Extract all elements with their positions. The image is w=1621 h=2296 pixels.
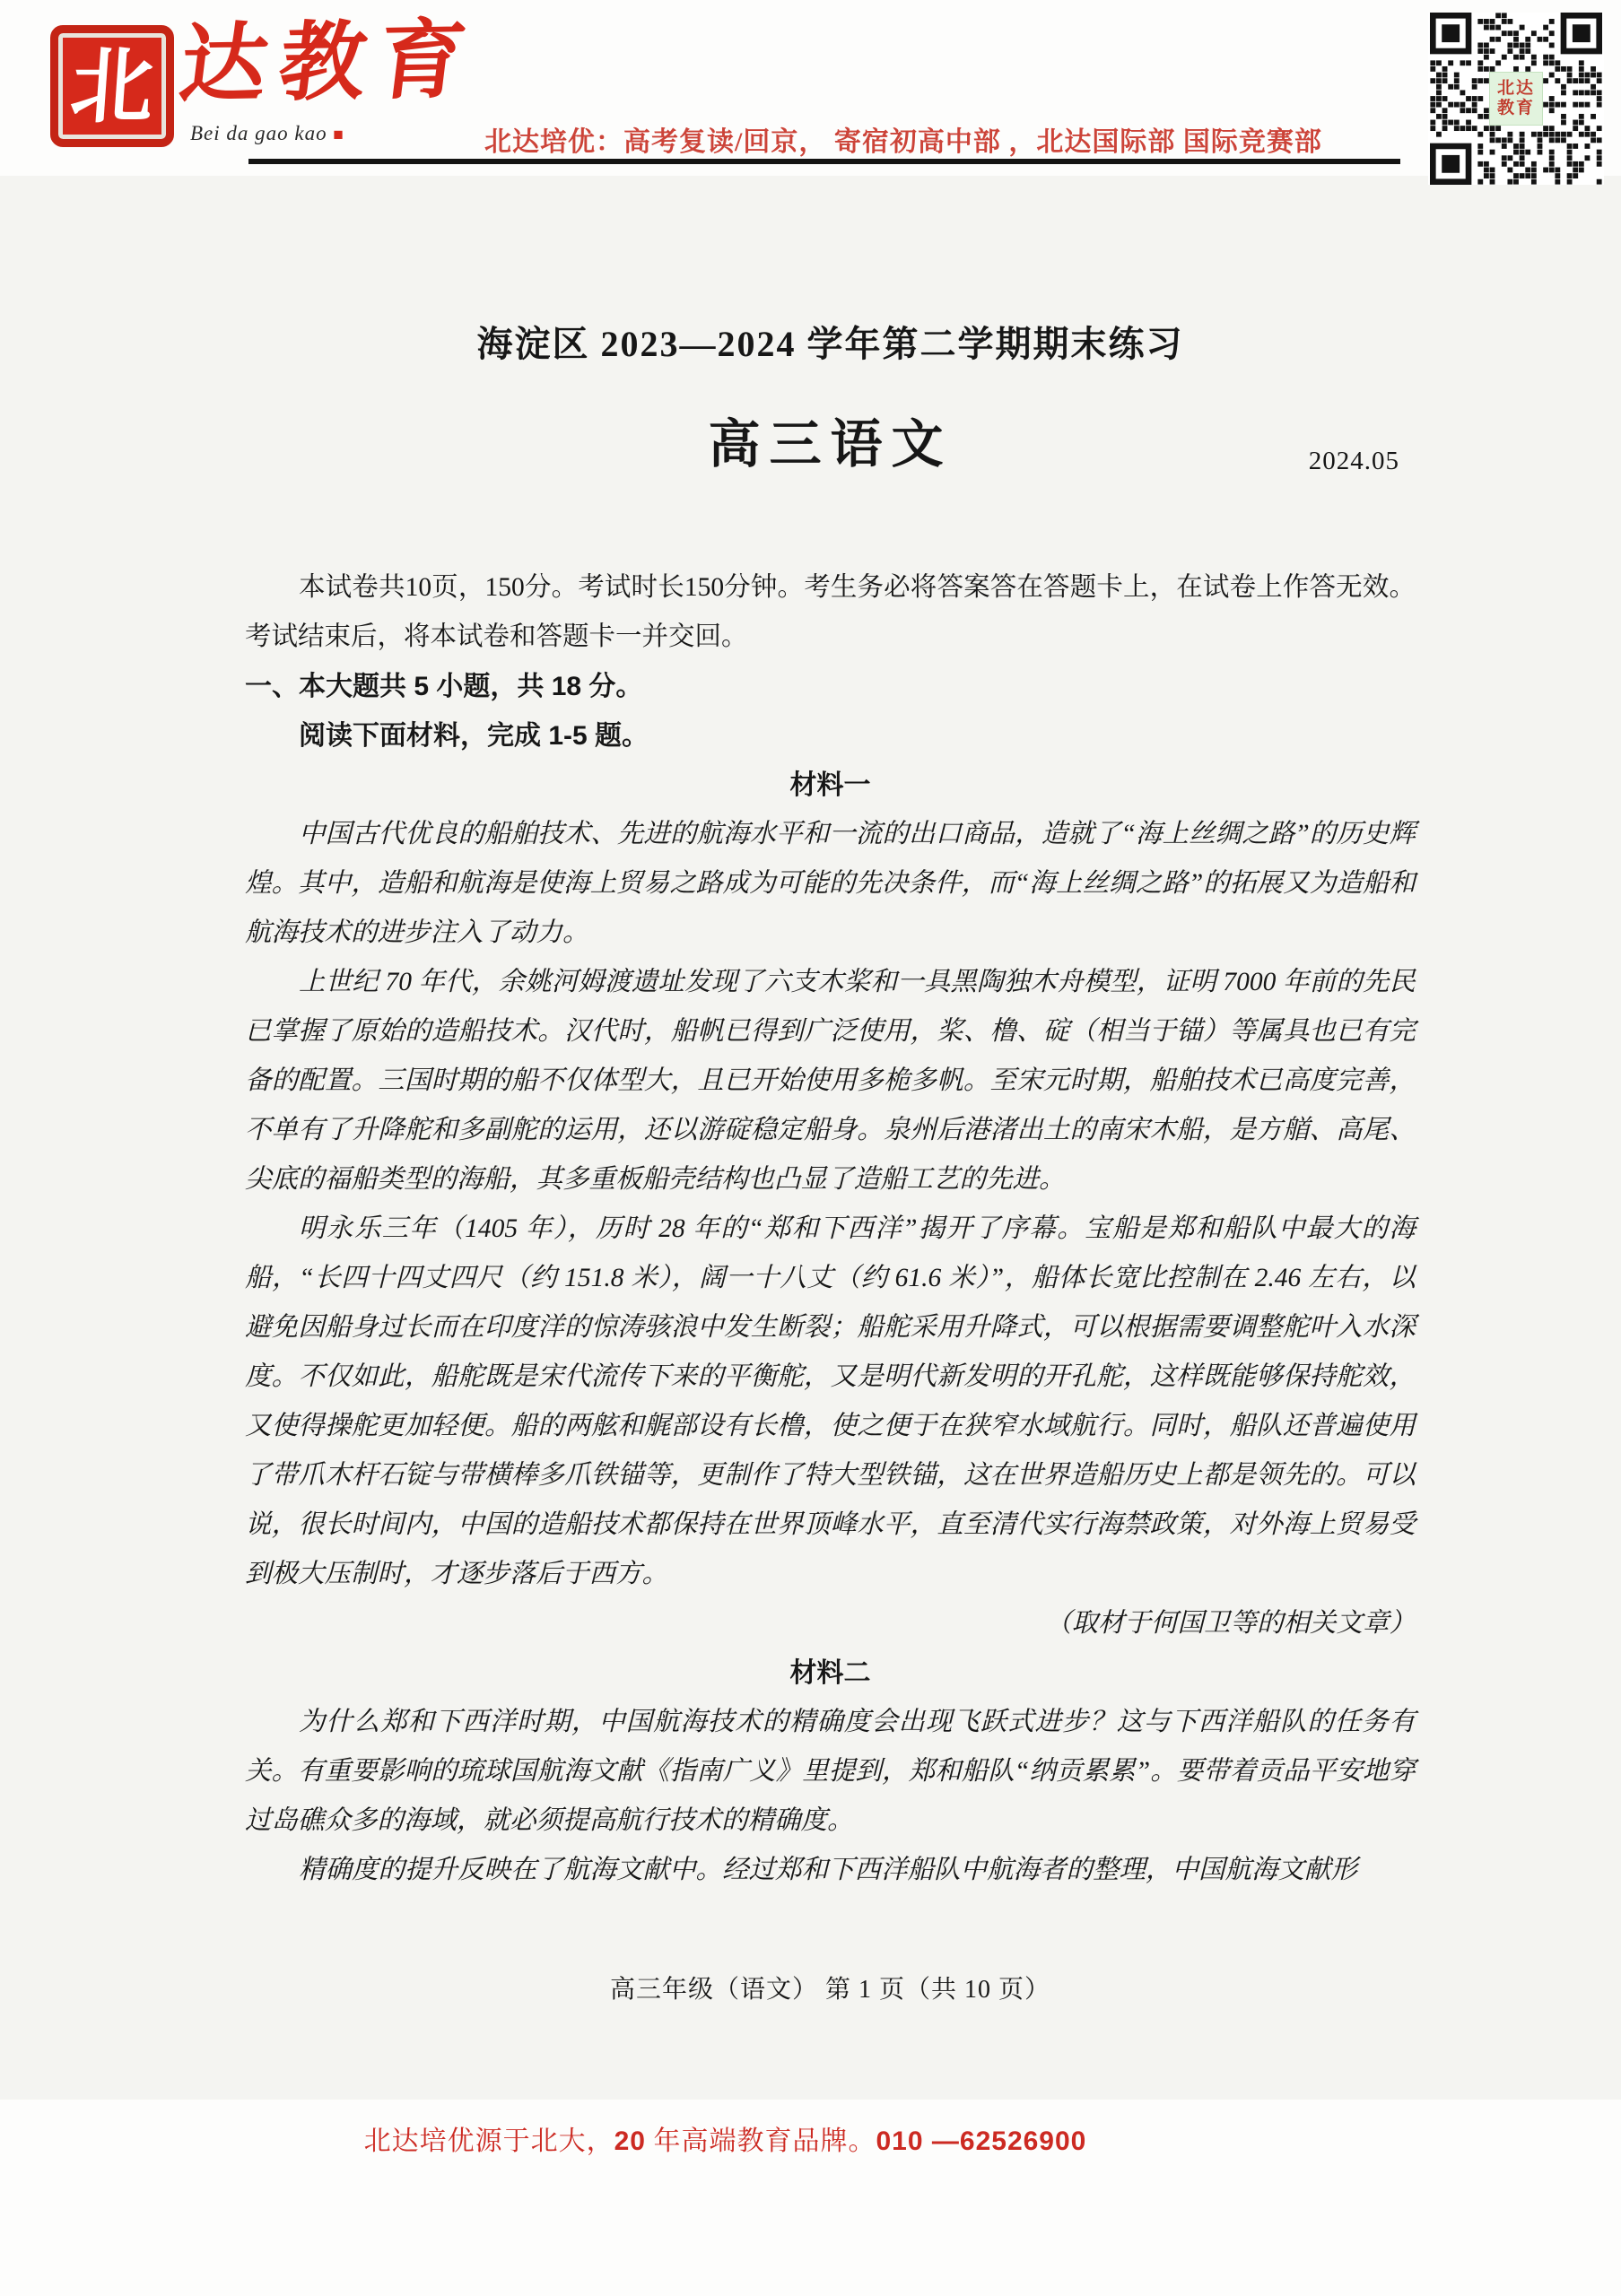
qr-center-label (1489, 72, 1543, 126)
material-one-paragraph-1: 中国古代优良的船舶技术、先进的航海水平和一流的出口商品，造就了“海上丝绸之路”的历史辉煌。其中，造船和航海是使海上贸易之路成为可能的先决条件，而“海上丝绸之路”的拓展又为造船和航海技术的进步注入了动力。 (245, 820, 1416, 947)
promo-text-2: 年高端教育品牌。 (646, 2126, 876, 2156)
material-two-paragraph-1: 为什么郑和下西洋时期，中国航海技术的精确度会出现飞跃式进步？这与下西洋船队的任务有关。有重要影响的琉球国航海文献《指南广义》里提到，郑和船队“纳贡累累”。要带着贡品平安地穿过岛礁众多的海域，就必须提高航行技术的精确度。 (245, 1708, 1416, 1835)
material-one-heading: 材料一 (789, 770, 871, 800)
exam-title: 海淀区 2023—2024 学年第二学期期末练习 (476, 324, 1184, 364)
seal-character: 北 (67, 38, 157, 135)
material-one-paragraph-3: 明永乐三年（1405 年），历时 28 年的“郑和下西洋”揭开了序幕。宝船是郑和船队中最大的海船，“长四十四丈四尺（约 151.8 米），阔一十八丈（约 61.6 米）”，船体长宽比控制在 2.46 左右，以避免因船身过长而在印度洋的惊涛骇浪中发生断裂；船舵采用升降式，可以根据需要调整舵叶入水深度。不仅如此，船舵既是宋代流传下来的平衡舵，又是明代新发明的开孔舵，这样既能够保持舵效，又使得操舵更加轻便。船的两舷和艉部设有长橹，使之便于在狭窄水域航行。同时，船队还普遍使用了带爪木杆石锭与带横棒多爪铁锚等，更制作了特大型铁锚，这在世界造船历史上都是领先的。可以说，很长时间内，中国的造船技术都保持在世界顶峰水平，直至清代实行海禁政策，对外海上贸易受到极大压制时，才逐步落后于西方。 (245, 1214, 1416, 1588)
subject-row (245, 402, 1416, 491)
brand-calligraphy: 达教育 (174, 8, 484, 116)
header-slogan: 北达培优：高考复读/回京， 寄宿初高中部 ，北达国际部 国际竞赛部 (484, 127, 1322, 157)
promo-text: 北达培优源于北大， (363, 2126, 614, 2156)
exam-instructions: 本试卷共10页，150分。考试时长150分钟。考生务必将答案答在答题卡上，在试卷上作答无效。考试结束后，将本试卷和答题卡一并交回。 (245, 573, 1416, 651)
page-number-label: 高三年级（语文） 第 1 页（共 10 页） (609, 1976, 1050, 2004)
promo-years: 20 (614, 2126, 646, 2156)
beida-seal-logo (50, 25, 174, 147)
promo-phone: 010 —62526900 (876, 2126, 1087, 2156)
material-one-attribution: （取材于何国卫等的相关文章） (1044, 1609, 1416, 1638)
promo-footer (0, 2118, 1536, 2158)
material-two-paragraph-2: 精确度的提升反映在了航海文献中。经过郑和下西洋船队中航海者的整理，中国航海文献形 (299, 1856, 1358, 1884)
exam-subject: 高三语文 (708, 415, 953, 474)
brand-subtitle-text: Bei da gao kao (190, 122, 327, 144)
material-one-paragraph-2: 上世纪 70 年代，余姚河姆渡遗址发现了六支木桨和一具黑陶独木舟模型，证明 7000 年前的先民已掌握了原始的造船技术。汉代时，船帆已得到广泛使用，桨、橹、碇（相当于锚）等属具也已有完备的配置。三国时期的船不仅体型大，且已开始使用多桅多帆。至宋元时期，船舶技术已高度完善，不单有了升降舵和多副舵的运用，还以游碇稳定船身。泉州后港渚出土的南宋木船，是方艏、高尾、尖底的福船类型的海船，其多重板船壳结构也凸显了造船工艺的先进。 (245, 968, 1416, 1194)
exam-date: 2024.05 (1308, 447, 1399, 475)
material-two-heading: 材料二 (789, 1658, 871, 1688)
header-rule (248, 159, 1400, 164)
qr-label-line2: 教育 (1496, 99, 1535, 117)
document-body (245, 563, 1416, 1895)
section-one-subheading: 阅读下面材料，完成 1-5 题。 (299, 721, 649, 751)
qr-code (1428, 13, 1604, 185)
brand-subtitle (190, 122, 344, 145)
brand-red-square: ■ (333, 126, 344, 144)
section-one-heading: 一、本大题共 5 小题，共 18 分。 (245, 672, 643, 701)
qr-label-line1: 北达 (1496, 79, 1535, 98)
